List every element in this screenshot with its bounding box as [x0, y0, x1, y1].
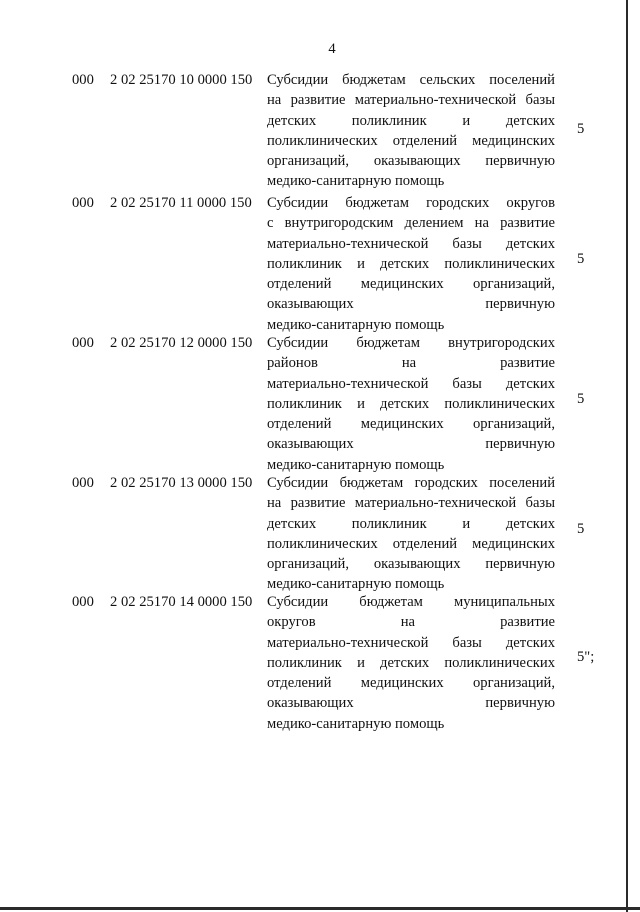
description-line: Субсидии бюджетам городских поселений — [267, 475, 555, 491]
description-line: Субсидии бюджетам муниципальных — [267, 594, 555, 610]
row-description — [267, 473, 555, 595]
scan-edge-right — [626, 0, 628, 912]
row-amount: 5 — [577, 121, 585, 137]
row-description — [267, 70, 555, 192]
description-line: Субсидии бюджетам сельских поселений — [267, 72, 555, 88]
budget-classification-code: 2 02 25170 10 0000 150 — [110, 72, 253, 88]
row-amount: 5"; — [577, 649, 595, 665]
row-amount: 5 — [577, 251, 585, 267]
description-line: медико-санитарную помощь — [267, 173, 445, 190]
description-line: оказывающих первичную — [267, 436, 555, 453]
admin-code: 000 — [72, 195, 94, 211]
row-description — [267, 193, 555, 335]
description-line: отделений медицинских организаций, — [267, 675, 555, 692]
page-number: 4 — [328, 41, 336, 57]
admin-code: 000 — [72, 72, 94, 88]
row-amount: 5 — [577, 391, 585, 407]
budget-classification-code: 2 02 25170 14 0000 150 — [110, 594, 253, 610]
row-description — [267, 333, 555, 475]
description-line: районов на развитие — [267, 355, 555, 372]
description-line: материально-технической базы детских — [267, 375, 555, 392]
description-line: детских поликлиник и детских — [267, 112, 555, 129]
description-line: медико-санитарную помощь — [267, 576, 445, 593]
budget-classification-code: 2 02 25170 12 0000 150 — [110, 335, 253, 351]
description-line: поликлиник и детских поликлинических — [267, 654, 555, 671]
description-line: поликлиник и детских поликлинических — [267, 255, 555, 272]
description-line: материально-технической базы детских — [267, 235, 555, 252]
row-description — [267, 592, 555, 734]
admin-code: 000 — [72, 335, 94, 351]
admin-code: 000 — [72, 594, 94, 610]
description-line: организаций, оказывающих первичную — [267, 153, 555, 170]
description-line: оказывающих первичную — [267, 695, 555, 712]
description-line: на развитие материально-технической базы — [267, 92, 555, 109]
row-amount: 5 — [577, 521, 585, 537]
budget-classification-code: 2 02 25170 11 0000 150 — [110, 195, 252, 211]
scan-edge-bottom — [0, 907, 640, 910]
description-line: Субсидии бюджетам внутригородских — [267, 335, 555, 351]
admin-code: 000 — [72, 475, 94, 491]
description-line: отделений медицинских организаций, — [267, 416, 555, 433]
description-line: с внутригородским делением на развитие — [267, 215, 555, 232]
description-line: медико-санитарную помощь — [267, 715, 445, 732]
description-line: поликлинических отделений медицинских — [267, 535, 555, 552]
description-line: Субсидии бюджетам городских округов — [267, 195, 555, 211]
description-line: поликлиник и детских поликлинических — [267, 395, 555, 412]
description-line: поликлинических отделений медицинских — [267, 132, 555, 149]
budget-classification-code: 2 02 25170 13 0000 150 — [110, 475, 253, 491]
description-line: медико-санитарную помощь — [267, 456, 445, 473]
description-line: округов на развитие — [267, 614, 555, 631]
description-line: материально-технической базы детских — [267, 634, 555, 651]
description-line: отделений медицинских организаций, — [267, 276, 555, 293]
description-line: детских поликлиник и детских — [267, 515, 555, 532]
description-line: на развитие материально-технической базы — [267, 495, 555, 512]
description-line: оказывающих первичную — [267, 296, 555, 313]
description-line: организаций, оказывающих первичную — [267, 556, 555, 573]
description-line: медико-санитарную помощь — [267, 316, 445, 333]
